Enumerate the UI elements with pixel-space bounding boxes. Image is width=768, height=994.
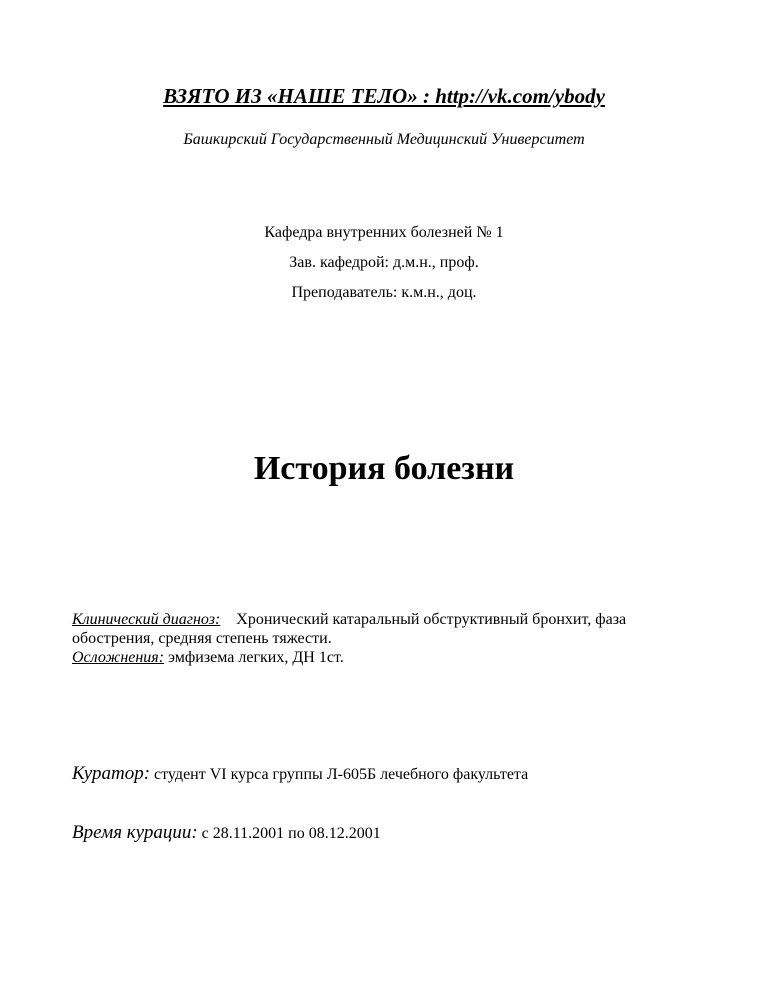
curation-time-row [72, 822, 381, 844]
complications [72, 648, 712, 667]
complications-value: эмфизема легких, ДН 1ст. [168, 649, 344, 666]
source-link[interactable]: ВЗЯТО ИЗ «НАШЕ ТЕЛО» : http://vk.com/ybody [163, 84, 605, 108]
clinical-diagnosis [72, 610, 712, 648]
curation-time-label: Время курации: [72, 822, 198, 843]
curator-row [72, 763, 528, 785]
diagnosis-section [72, 610, 712, 667]
university-name: Башкирский Государственный Медицинский Университет [183, 131, 585, 148]
complications-label: Осложнения: [72, 649, 165, 666]
curator-value: студент VI курса группы Л-605Б лечебного факультета [154, 766, 529, 783]
clinical-diagnosis-label: Клинический диагноз: [72, 611, 221, 628]
document-title: История болезни [253, 450, 515, 487]
curation-time-value: с 28.11.2001 по 08.12.2001 [201, 825, 381, 842]
department-name: Кафедра внутренних болезней № 1 [264, 224, 504, 241]
department-teacher: Преподаватель: к.м.н., доц. [291, 284, 477, 301]
clinical-diagnosis-value: Хронический катаральный обструктивный бронхит, фаза обострения, средняя степень тяжести. [72, 611, 627, 647]
department-head: Зав. кафедрой: д.м.н., проф. [289, 254, 479, 271]
curator-label: Куратор: [72, 763, 151, 784]
